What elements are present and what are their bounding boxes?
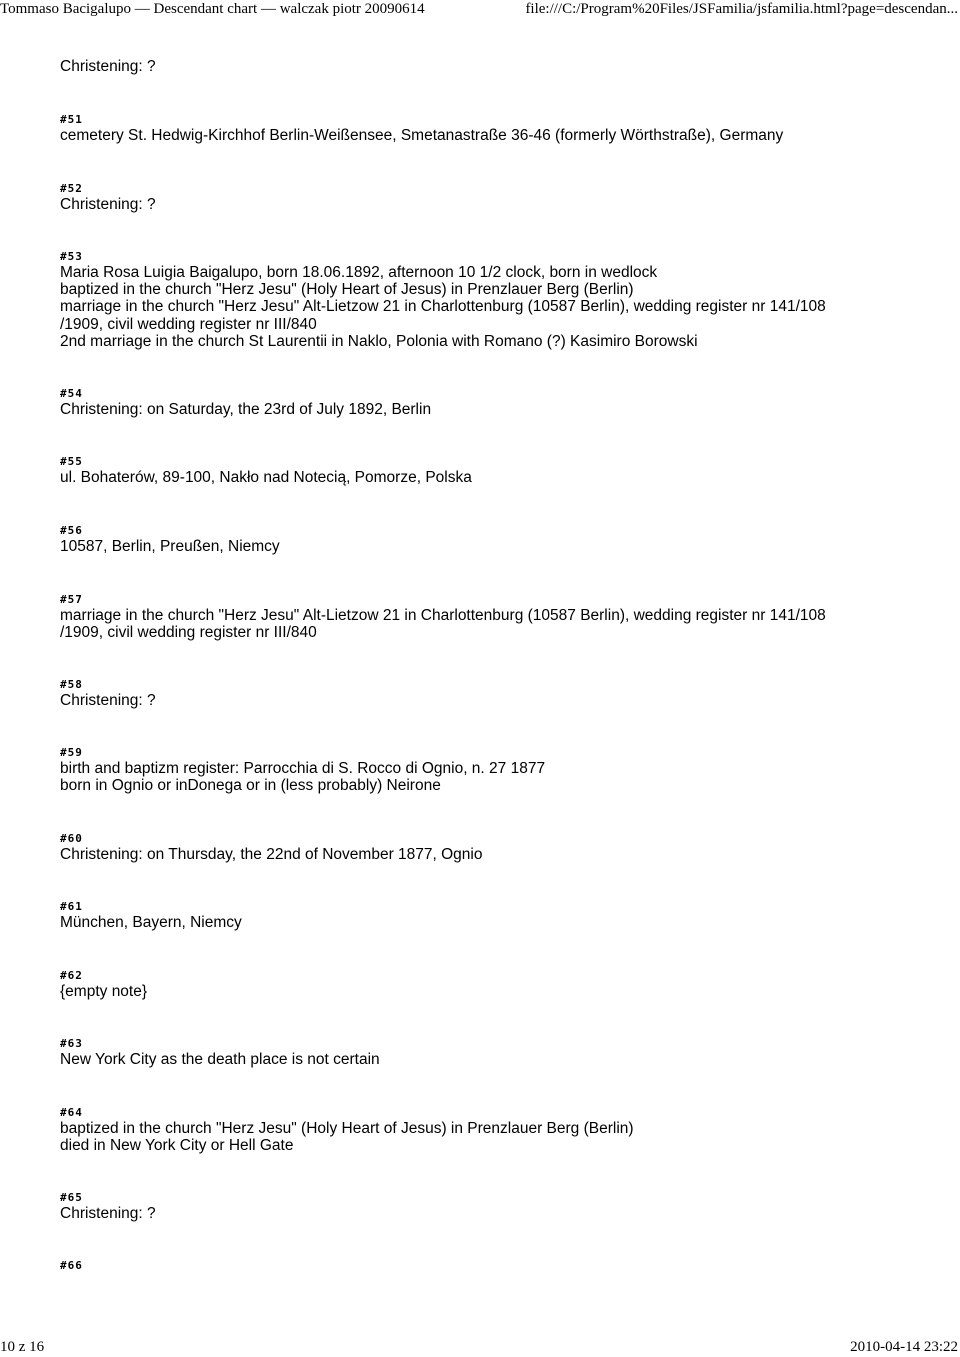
note-line: 2nd marriage in the church St Laurentii in Naklo, Polonia with Romano (?) Kasimiro Borowski: [60, 332, 698, 350]
note-number: #58: [60, 678, 83, 691]
note-entry: [60, 1190, 950, 1222]
note-line: Maria Rosa Luigia Baigalupo, born 18.06.1892, afternoon 10 1/2 clock, born in wedlock: [60, 264, 658, 281]
note-number: #65: [60, 1191, 83, 1204]
note-line: Christening: ?: [60, 692, 156, 709]
note-line: ul. Bohaterów, 89-100, Nakło nad Notecią, Pomorze, Polska: [60, 469, 472, 486]
note-number: #56: [60, 524, 83, 537]
note-line: Christening: on Thursday, the 22nd of November 1877, Ognio: [60, 846, 483, 863]
note-line: cemetery St. Hedwig-Kirchhof Berlin-Weißensee, Smetanastraße 36-46 (formerly Wörthstraße), Germany: [60, 127, 784, 144]
note-line: marriage in the church "Herz Jesu" Alt-Lietzow 21 in Charlottenburg (10587 Berlin), wedding register nr 141/108: [60, 298, 826, 316]
note-entry: [60, 677, 950, 709]
note-entry: [60, 386, 950, 418]
page-number: 10 z 16: [0, 1339, 45, 1355]
note-entry: [60, 899, 950, 931]
document-title: Tommaso Bacigalupo — Descendant chart — walczak piotr 20090614: [0, 1, 425, 17]
note-number: #59: [60, 746, 83, 759]
note-number: #57: [60, 593, 83, 606]
note-entry: [60, 592, 950, 641]
note-entry: [60, 1036, 950, 1068]
note-line: Christening: ?: [60, 58, 156, 75]
note-entry: [60, 523, 950, 555]
note-line: München, Bayern, Niemcy: [60, 914, 242, 931]
note-entry: [60, 745, 950, 794]
note-entry: [60, 1258, 950, 1273]
document-url: file:///C:/Program%20Files/JSFamilia/jsfamilia.html?page=descendan...: [525, 1, 958, 17]
note-line: Christening: on Saturday, the 23rd of July 1892, Berlin: [60, 401, 432, 418]
note-number: #54: [60, 387, 83, 400]
note-number: #64: [60, 1106, 83, 1119]
note-number: #55: [60, 455, 83, 468]
note-line: {empty note}: [60, 983, 148, 1000]
print-header: [0, 0, 960, 20]
note-line: baptized in the church "Herz Jesu" (Holy Heart of Jesus) in Prenzlauer Berg (Berlin): [60, 1120, 634, 1137]
note-line: 10587, Berlin, Preußen, Niemcy: [60, 538, 280, 555]
note-entry: [60, 249, 950, 350]
note-entry: [60, 1105, 950, 1154]
note-line: Christening: ?: [60, 1205, 156, 1222]
note-line: died in New York City or Hell Gate: [60, 1137, 294, 1155]
note-entry: [60, 831, 950, 863]
note-line: baptized in the church "Herz Jesu" (Holy Heart of Jesus) in Prenzlauer Berg (Berlin): [60, 281, 634, 299]
note-line: /1909, civil wedding register nr III/840: [60, 624, 317, 642]
note-entry: [60, 968, 950, 1000]
note-entry: [60, 112, 950, 144]
continued-note: [60, 58, 950, 75]
note-line: Christening: ?: [60, 196, 156, 213]
note-number: #63: [60, 1037, 83, 1050]
note-line: marriage in the church "Herz Jesu" Alt-Lietzow 21 in Charlottenburg (10587 Berlin), wedding register nr 141/108: [60, 607, 826, 624]
note-number: #66: [60, 1259, 83, 1272]
note-number: #60: [60, 832, 83, 845]
print-datetime: 2010-04-14 23:22: [850, 1339, 958, 1355]
note-line: /1909, civil wedding register nr III/840: [60, 315, 317, 333]
print-footer: [0, 1338, 960, 1357]
note-number: #53: [60, 250, 83, 263]
note-number: #62: [60, 969, 83, 982]
note-line: birth and baptizm register: Parrocchia di S. Rocco di Ognio, n. 27 1877: [60, 760, 546, 777]
note-number: #51: [60, 113, 83, 126]
note-entry: [60, 454, 950, 486]
note-number: #52: [60, 182, 83, 195]
note-line: New York City as the death place is not certain: [60, 1051, 380, 1068]
note-line: born in Ognio or inDonega or in (less probably) Neirone: [60, 777, 441, 795]
note-entry: [60, 181, 950, 213]
note-number: #61: [60, 900, 83, 913]
